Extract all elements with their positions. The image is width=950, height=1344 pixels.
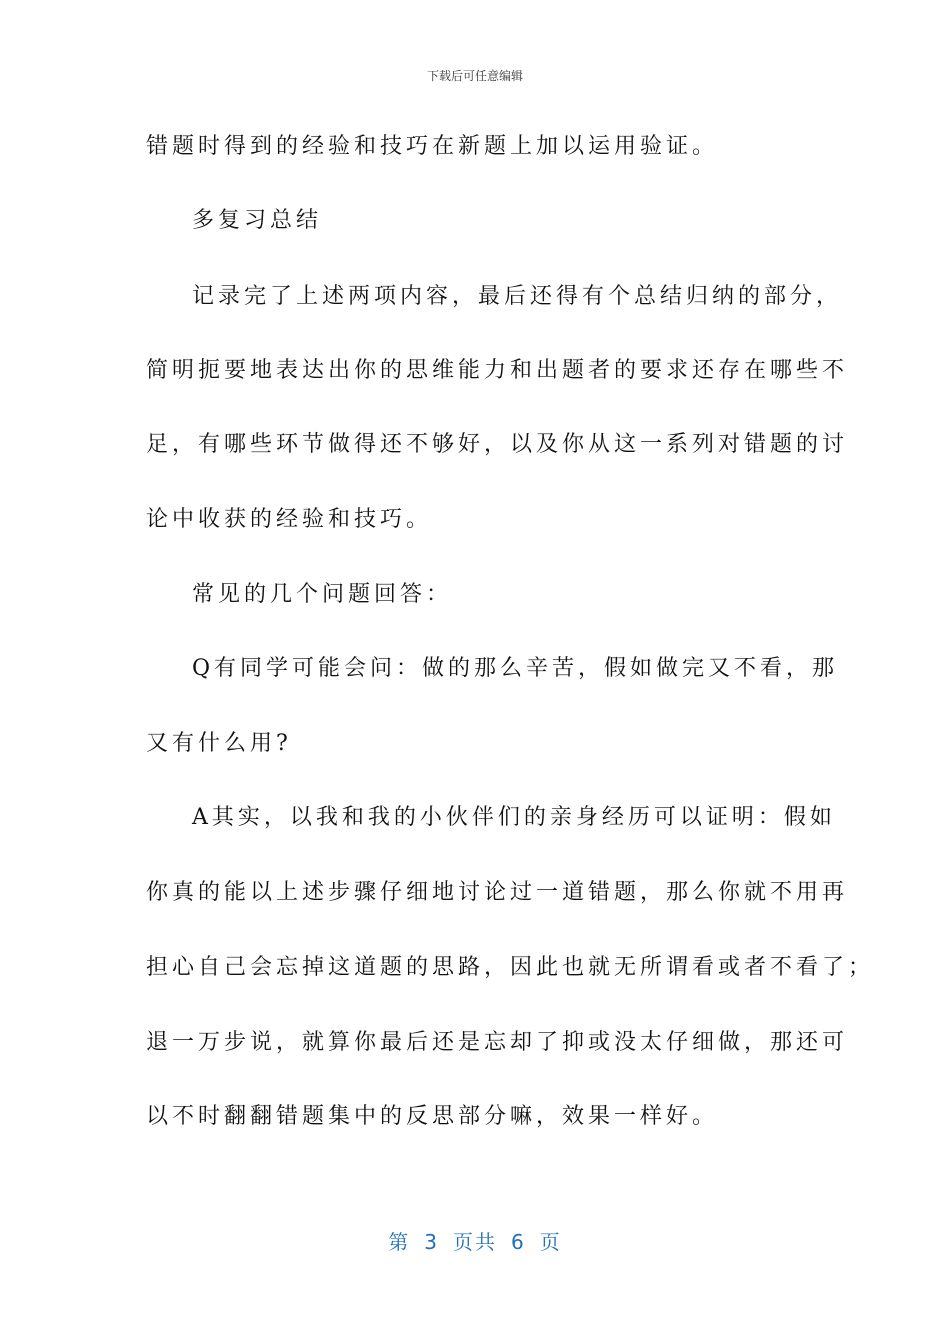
footer-prefix: 第 — [388, 1230, 411, 1254]
body-line: 错题时得到的经验和技巧在新题上加以运用验证。 — [146, 134, 719, 159]
section-heading: 多复习总结 — [192, 208, 323, 233]
body-line: 足，有哪些环节做得还不够好，以及你从这一系列对错题的讨 — [146, 432, 849, 457]
body-line: 简明扼要地表达出你的思维能力和出题者的要求还存在哪些不 — [146, 358, 849, 383]
page-number-footer — [0, 1226, 950, 1255]
answer-line: 你真的能以上述步骤仔细地讨论过一道错题，那么你就不用再 — [146, 880, 849, 905]
footer-suffix: 页 — [539, 1230, 562, 1254]
answer-line: A其实，以我和我的小伙伴们的亲身经历可以证明：假如 — [192, 805, 836, 830]
footer-middle: 页共 — [453, 1230, 497, 1254]
body-line: 论中收获的经验和技巧。 — [146, 507, 433, 532]
section-heading: 常见的几个问题回答： — [192, 582, 453, 607]
question-line: Q有同学可能会问：做的那么辛苦，假如做完又不看，那 — [192, 656, 839, 681]
page-header-note: 下载后可任意编辑 — [426, 69, 523, 83]
body-line: 记录完了上述两项内容，最后还得有个总结归纳的部分， — [192, 284, 843, 309]
total-page-number: 6 — [511, 1230, 526, 1254]
current-page-number: 3 — [424, 1230, 439, 1254]
question-line: 又有什么用? — [146, 731, 292, 756]
answer-line: 担心自己会忘掉这道题的思路，因此也就无所谓看或者不看了； — [146, 955, 875, 980]
answer-line: 退一万步说，就算你最后还是忘却了抑或没太仔细做，那还可 — [146, 1030, 849, 1055]
answer-line: 以不时翻翻错题集中的反思部分嘛，效果一样好。 — [146, 1104, 719, 1129]
